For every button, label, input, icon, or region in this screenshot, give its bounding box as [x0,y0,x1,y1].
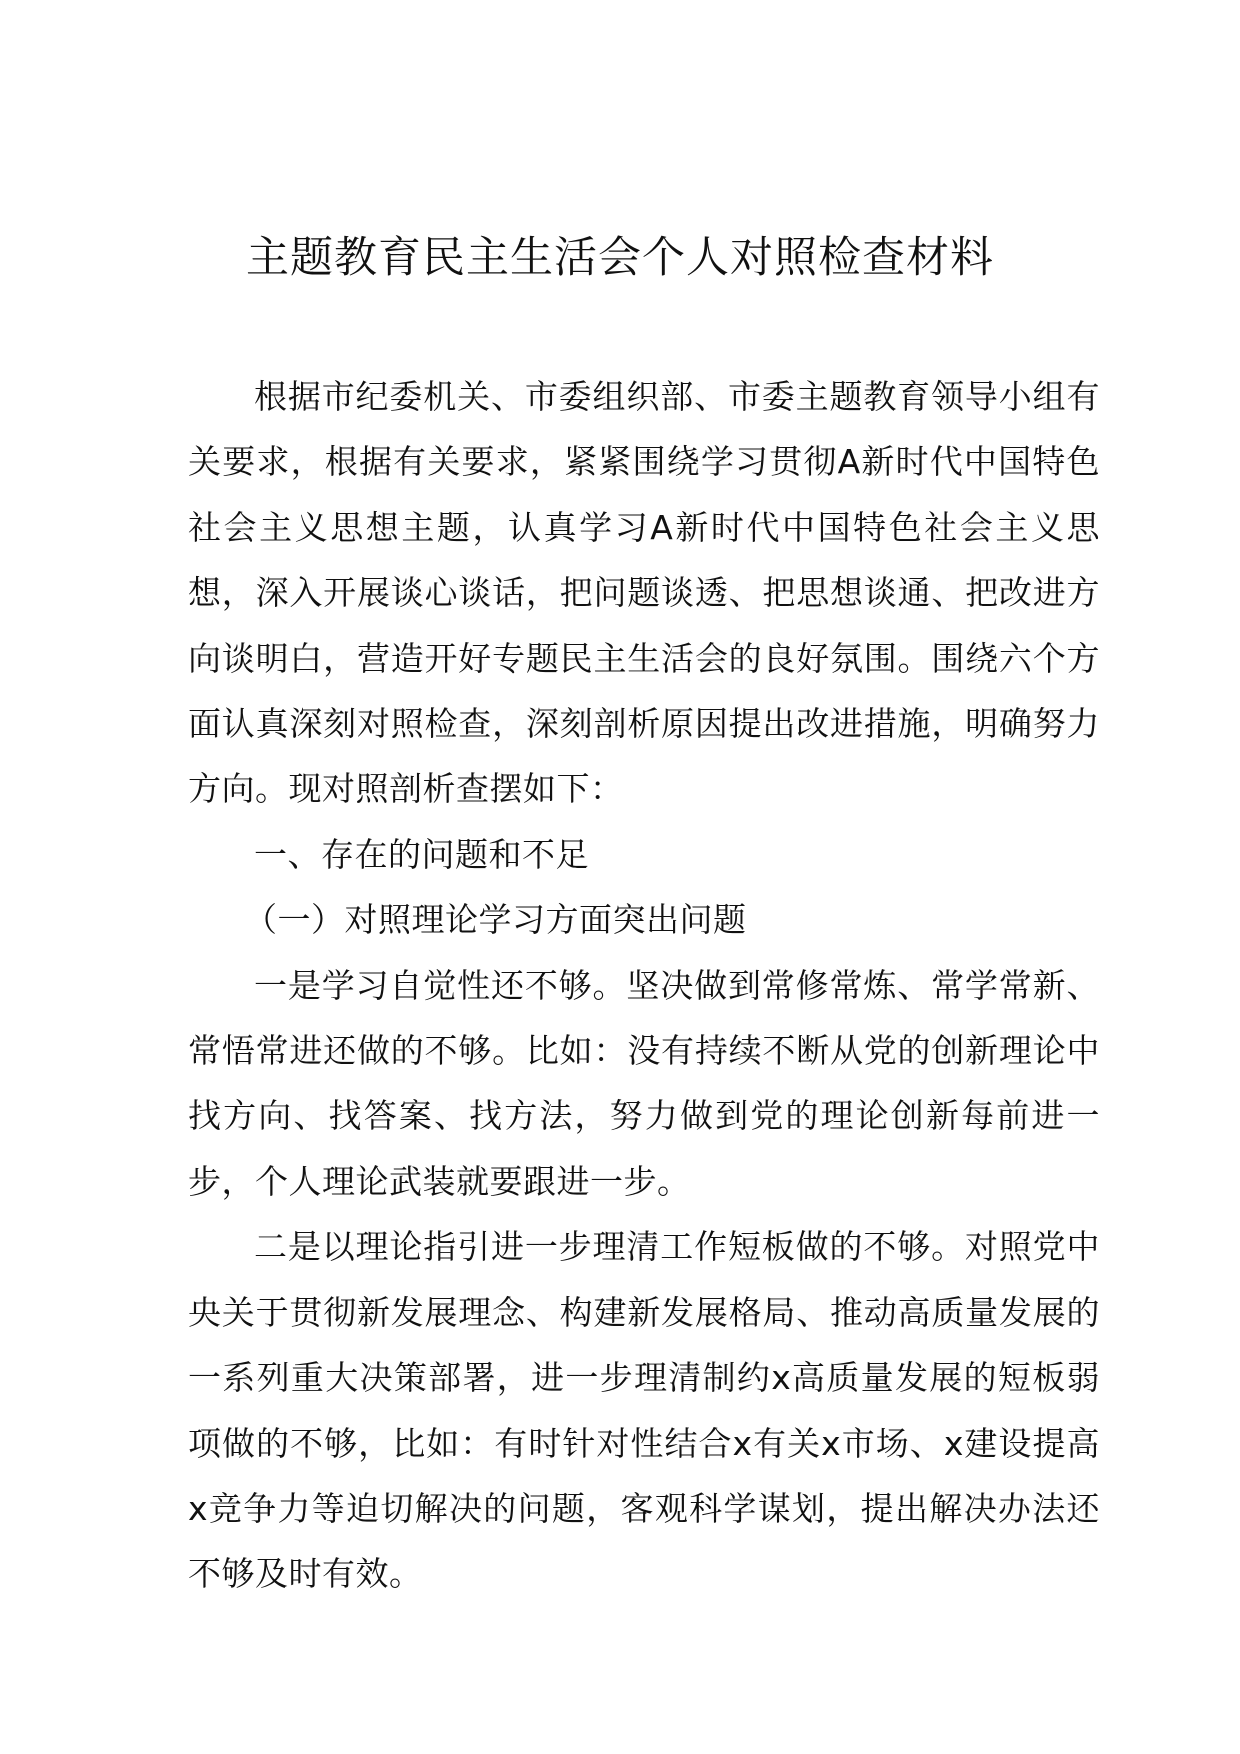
document-body [188,364,1100,1607]
document-title: 主题教育民主生活会个人对照检查材料 [246,233,994,283]
intro-paragraph: 根据市纪委机关、市委组织部、市委主题教育领导小组有关要求，根据有关要求，紧紧围绕学习贯彻A新时代中国特色社会主义思想主题，认真学习A新时代中国特色社会主义思想，深入开展谈心谈话，把问题谈透、把思想谈通、把改进方向谈明白，营造开好专题民主生活会的良好氛围。围绕六个方面认真深刻对照检查，深刻剖析原因提出改进措施，明确努力方向。现对照剖析查摆如下： [188,377,1100,809]
paragraph-point-one: 一是学习自觉性还不够。坚决做到常修常炼、常学常新、常悟常进还做的不够。比如：没有持续不断从党的创新理论中找方向、找答案、找方法，努力做到党的理论创新每前进一步，个人理论武装就要跟进一步。 [188,965,1100,1201]
section-heading-problems: 一、存在的问题和不足 [254,834,589,874]
subsection-heading-theory-study: （一）对照理论学习方面突出问题 [244,900,747,940]
paragraph-point-two: 二是以理论指引进一步理清工作短板做的不够。对照党中央关于贯彻新发展理念、构建新发展格局、推动高质量发展的一系列重大决策部署，进一步理清制约x高质量发展的短板弱项做的不够，比如：有时针对性结合x有关x市场、x建设提高x竞争力等迫切解决的问题，客观科学谋划，提出解决办法还不够及时有效。 [188,1227,1100,1594]
